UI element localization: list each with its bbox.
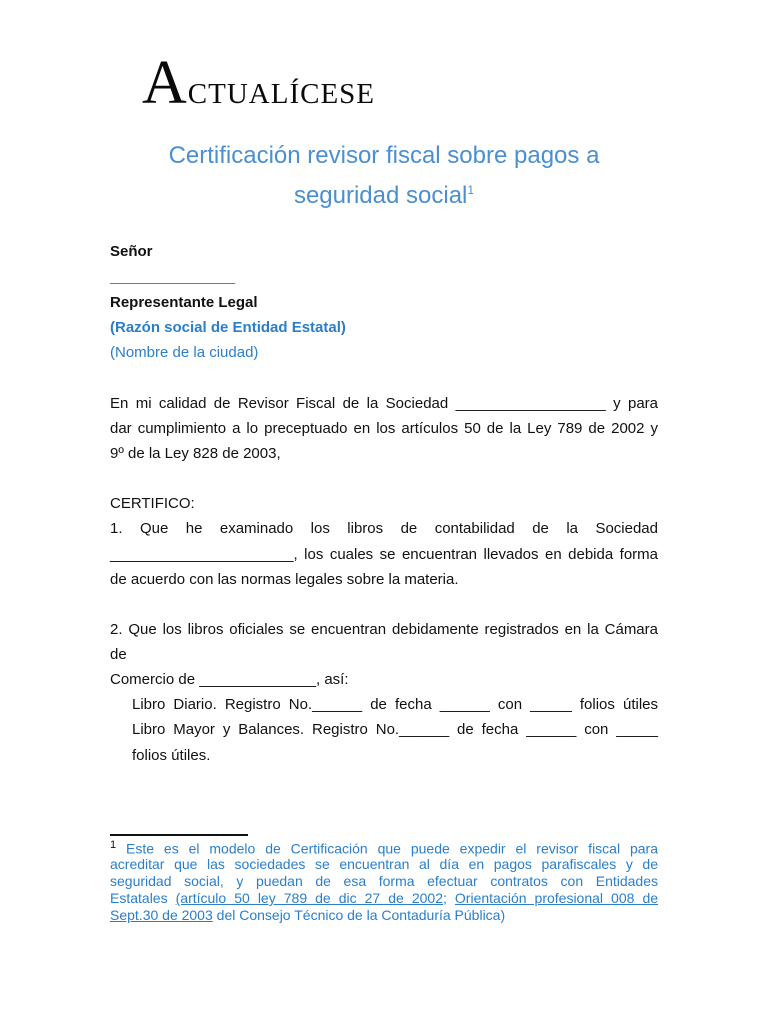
orientacion-008-link[interactable]: Orientación profesional 008 de bbox=[454, 890, 659, 906]
item2-line-1: 2. Que los libros oficiales se encuentran debidamente registrados en la Cámara bbox=[110, 621, 658, 638]
brand-logo: Actualícese bbox=[142, 49, 375, 117]
book-diario: Libro Diario. Registro No.______ de fecha ______ con _____ folios útiles bbox=[132, 696, 658, 713]
item2-line-3: Comercio de ______________, así: bbox=[110, 671, 349, 688]
recipient-name-blank: _______________ bbox=[110, 269, 236, 286]
intro-line-3: 9º de la Ley 828 de 2003, bbox=[110, 445, 281, 462]
footnote-line-4: Estatales (artículo 50 ley 789 de dic 27 de 2002; Orientación profesional 008 de bbox=[110, 890, 659, 906]
salutation: Señor bbox=[110, 243, 153, 260]
law-789-link[interactable]: (artículo 50 ley 789 de dic 27 de 2002 bbox=[175, 890, 443, 906]
footnote-line-1: $^1$ Este es el modelo de Certificación que puede expedir el revisor fiscal para bbox=[110, 839, 658, 857]
certifico-heading: CERTIFICO: bbox=[110, 495, 195, 512]
recipient-city: (Nombre de la ciudad) bbox=[110, 344, 259, 361]
document-title-line-2: seguridad social$^1$ bbox=[293, 182, 475, 209]
recipient-entity: (Razón social de Entidad Estatal) bbox=[110, 319, 346, 336]
footnote-line-5: Sept.30 de 2003 del Consejo Técnico de la Contaduría Pública) bbox=[110, 907, 506, 923]
title-footnote-ref: 1 bbox=[467, 183, 475, 197]
footnote-line-3: seguridad social, y puedan de esa forma efectuar contratos con Entidades bbox=[110, 873, 658, 889]
footnote-number: 1 bbox=[110, 839, 117, 851]
recipient-role: Representante Legal bbox=[110, 294, 258, 311]
item2-line-2: de bbox=[110, 646, 127, 663]
intro-line-1: En mi calidad de Revisor Fiscal de la Sociedad __________________ y para bbox=[110, 395, 658, 412]
footnote-line-2: acreditar que las sociedades se encuentran al día en pagos parafiscales y de bbox=[110, 856, 658, 872]
footnote-separator bbox=[110, 834, 248, 836]
intro-line-2: dar cumplimiento a lo preceptuado en los artículos 50 de la Ley 789 de 2002 y bbox=[110, 420, 658, 437]
document-title-line-1: Certificación revisor fiscal sobre pagos a bbox=[168, 142, 600, 169]
book-mayor: Libro Mayor y Balances. Registro No.______ de fecha ______ con _____ bbox=[132, 721, 658, 738]
orientacion-008-link-cont[interactable]: Sept.30 de 2003 bbox=[110, 907, 213, 923]
item1-line-3: de acuerdo con las normas legales sobre la materia. bbox=[110, 571, 459, 588]
book-mayor-cont: folios útiles. bbox=[132, 747, 211, 764]
item1-line-1: 1. Que he examinado los libros de contabilidad de la Sociedad bbox=[110, 520, 658, 537]
item1-line-2: ______________________, los cuales se encuentran llevados en debida forma bbox=[110, 546, 658, 563]
